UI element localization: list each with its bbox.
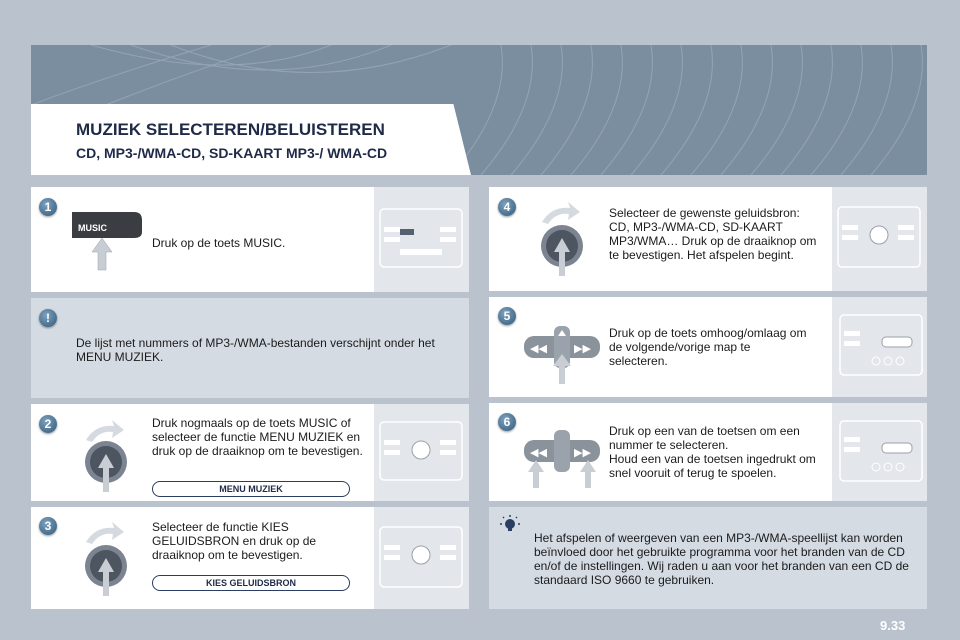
step-3-radio-image — [374, 507, 469, 609]
step-3-number: 3 — [39, 517, 57, 535]
page-subtitle: CD, MP3-/WMA-CD, SD-KAART MP3-/ WMA-CD — [76, 145, 388, 161]
warning-icon: ! — [39, 309, 57, 327]
page-number: 9.33 — [880, 618, 906, 633]
rotary-knob-icon — [78, 520, 138, 600]
step-2-radio-image — [374, 404, 469, 501]
lightbulb-icon — [500, 515, 520, 535]
step-1-number: 1 — [39, 198, 57, 216]
music-button-label: MUSIC — [78, 223, 107, 233]
step-6-text-a: Druk op een van de toetsen om een nummer te selecteren. — [609, 424, 800, 452]
note-text: De lijst met nummers of MP3-/WMA-bestanden verschijnt onder het MENU MUZIEK. — [76, 336, 435, 364]
svg-text:◀◀: ◀◀ — [530, 342, 547, 355]
navigation-buttons-icon — [522, 424, 602, 490]
step-6-number: 6 — [498, 413, 516, 431]
step-6-text-b: Houd een van de toetsen ingedrukt om snel vooruit of terug te spoelen. — [609, 452, 816, 480]
svg-text:▶▶: ▶▶ — [574, 342, 591, 355]
step-2-text: Druk nogmaals op de toets MUSIC of selecteer de functie MENU MUZIEK en druk op de draaiknop om te bevestigen. — [152, 416, 363, 458]
step-5-text: Druk op de toets omhoog/omlaag om de volgende/vorige map te selecteren. — [609, 326, 807, 368]
navigation-buttons-icon — [522, 318, 602, 386]
step-3-text: Selecteer de functie KIES GELUIDSBRON en druk op de draaiknop om te bevestigen. — [152, 520, 317, 562]
rotary-knob-icon — [534, 198, 594, 280]
step-4-text: Selecteer de gewenste geluidsbron: CD, MP3-/WMA-CD, SD-KAART MP3/WMA… Druk op de draaiknop om te bevestigen. Het afspelen begint. — [609, 206, 817, 262]
step-4-radio-image — [832, 187, 927, 291]
step-1-text: Druk op de toets MUSIC. — [152, 236, 286, 250]
rotary-knob-icon — [78, 418, 138, 496]
svg-text:▶▶: ▶▶ — [574, 446, 591, 459]
step-2-number: 2 — [39, 415, 57, 433]
step-5-radio-image — [832, 297, 927, 397]
svg-text:◀◀: ◀◀ — [530, 446, 547, 459]
music-button-icon — [72, 210, 142, 272]
page-title: MUZIEK SELECTEREN/BELUISTEREN — [76, 120, 385, 139]
menu-muziek-label: MENU MUZIEK — [152, 481, 350, 497]
tip-text: Het afspelen of weergeven van een MP3-/WMA-speellijst kan worden beïnvloed door het gebruikte programma voor het branden van de CD en/of de instellingen. Wij raden u aan voor het branden van een CD de standaard ISO 9660 te gebruiken. — [534, 531, 909, 587]
step-6-radio-image — [832, 403, 927, 501]
kies-geluidsbron-label: KIES GELUIDSBRON — [152, 575, 350, 591]
step-4-number: 4 — [498, 198, 516, 216]
step-5-number: 5 — [498, 307, 516, 325]
step-1-radio-image — [374, 187, 469, 292]
